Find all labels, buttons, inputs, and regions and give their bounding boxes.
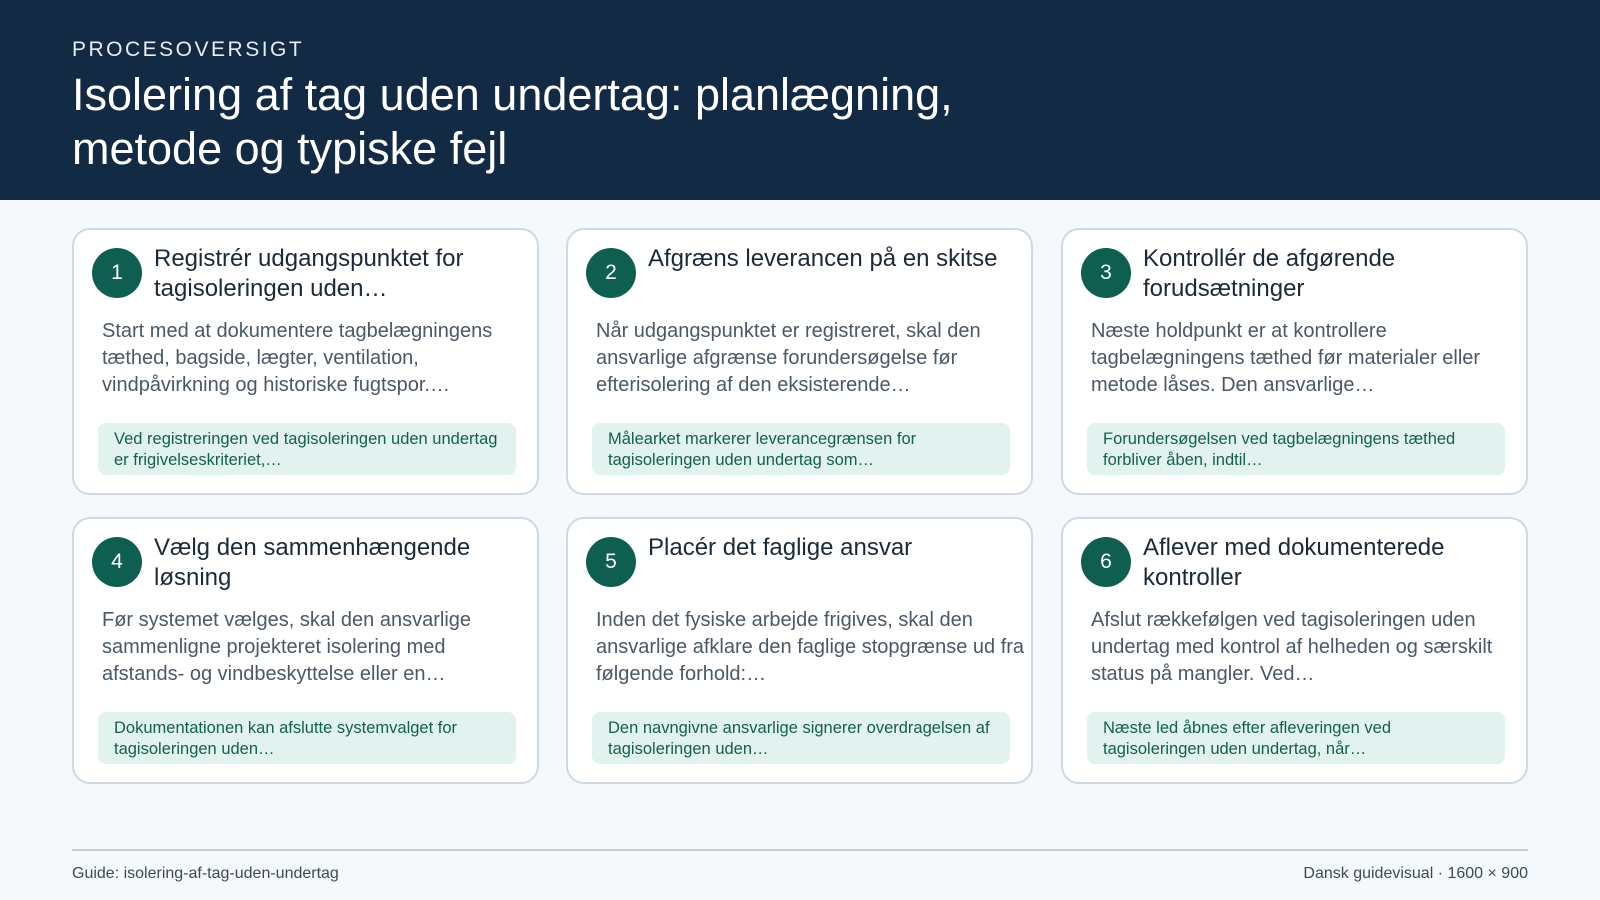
step-card-4 [72,517,539,784]
step-title: Aflever med dokumenterede kontroller [1143,534,1445,591]
step-title: Afgræns leverancen på en skitse [648,245,998,272]
step-number-badge: 4 [92,537,142,587]
step-description: Når udgangspunktet er registreret, skal den ansvarlige afgrænse forundersøgelse før efterisolering af den eksisterende… [596,320,981,396]
step-number-badge: 6 [1081,537,1131,587]
page-title: Isolering af tag uden undertag: planlægning, metode og typiske fejl [72,69,953,174]
step-card-6 [1061,517,1528,784]
step-card-1 [72,228,539,495]
step-note: Målearket markerer leverancegrænsen for tagisoleringen uden undertag som… [592,423,1010,475]
step-card-2 [566,228,1033,495]
step-description: Inden det fysiske arbejde frigives, skal den ansvarlige afklare den faglige stopgrænse ud fra følgende forhold:… [596,609,1025,685]
eyebrow-label: PROCESOVERSIGT [72,38,305,61]
step-note: Den navngivne ansvarlige signerer overdragelsen af tagisoleringen uden… [592,712,1010,764]
step-description: Næste holdpunkt er at kontrollere tagbelægningens tæthed før materialer eller metode låses. Den ansvarlige… [1091,320,1481,396]
footer-guide-label: Guide: isolering-af-tag-uden-undertag [72,865,339,882]
step-note: Dokumentationen kan afslutte systemvalget for tagisoleringen uden… [98,712,516,764]
step-description: Afslut rækkefølgen ved tagisoleringen uden undertag med kontrol af helheden og særskilt status på mangler. Ved… [1091,609,1493,685]
step-note: Ved registreringen ved tagisoleringen uden undertag er frigivelseskriteriet,… [98,423,516,475]
step-number-badge: 1 [92,248,142,298]
step-title: Placér det faglige ansvar [648,534,913,561]
step-title: Registrér udgangspunktet for tagisoleringen uden… [154,245,464,302]
step-number-badge: 2 [586,248,636,298]
page-header [0,0,1600,200]
step-description: Start med at dokumentere tagbelægningens tæthed, bagside, lægter, ventilation, vindpåvirkning og historiske fugtspor.… [102,320,493,396]
step-card-5 [566,517,1033,784]
step-description: Før systemet vælges, skal den ansvarlige sammenligne projekteret isolering med afstands- og vindbeskyttelse eller en… [102,609,472,685]
step-number-badge: 5 [586,537,636,587]
step-title: Vælg den sammenhængende løsning [154,534,471,591]
step-note: Næste led åbnes efter afleveringen ved tagisoleringen uden undertag, når… [1087,712,1505,764]
step-card-3 [1061,228,1528,495]
footer-meta-label: Dansk guidevisual · 1600 × 900 [1303,865,1528,882]
step-number-badge: 3 [1081,248,1131,298]
step-note: Forundersøgelsen ved tagbelægningens tæthed forbliver åben, indtil… [1087,423,1505,475]
step-title: Kontrollér de afgørende forudsætninger [1143,245,1396,302]
footer-divider [72,849,1528,851]
